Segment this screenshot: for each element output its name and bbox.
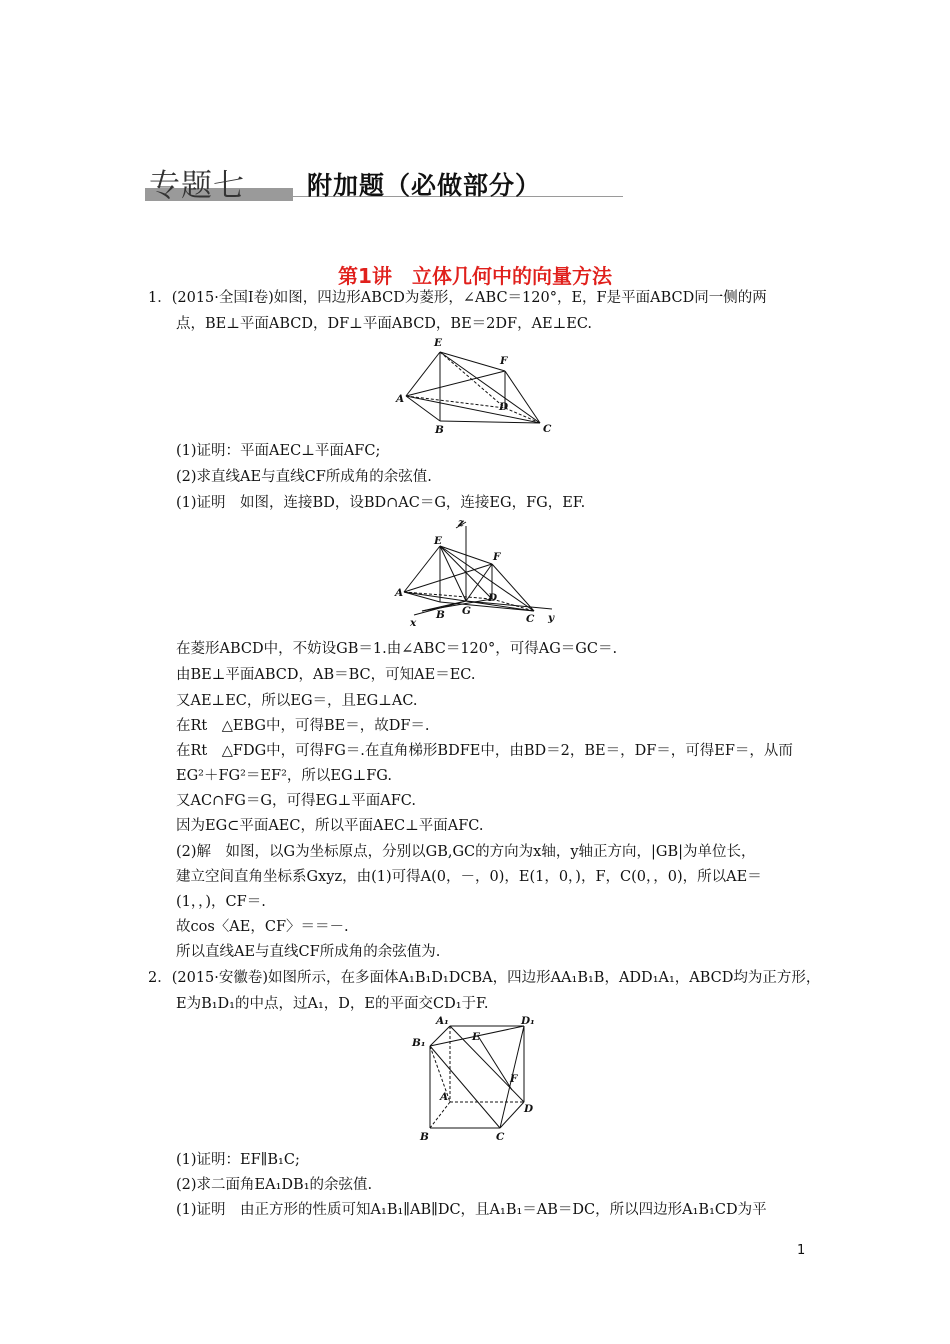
lecture-title: 第1讲 立体几何中的向量方法 — [338, 264, 612, 288]
fig1-label: C — [543, 423, 552, 435]
text-line: 因为EG⊂平面AEC，所以平面AEC⊥平面AFC. — [176, 818, 484, 834]
figure-2-coordinate-pyramid — [392, 514, 562, 628]
chapter-number: 专题七 — [149, 168, 245, 204]
fig3-label: C — [496, 1131, 505, 1143]
fig3-label: F — [510, 1073, 518, 1085]
text-line: EG²＋FG²＝EF²，所以EG⊥FG. — [176, 768, 392, 784]
text-line: (2)求直线AE与直线CF所成角的余弦值. — [176, 469, 432, 485]
fig2-label: B — [436, 609, 445, 621]
text-line: (1)证明：EF∥B₁C; — [176, 1152, 300, 1168]
fig1-label: E — [434, 337, 443, 349]
fig2-label: F — [493, 551, 501, 563]
text-line: (1)证明：平面AEC⊥平面AFC; — [176, 443, 381, 459]
fig3-label: D — [524, 1103, 534, 1115]
fig3-label: A — [440, 1091, 449, 1103]
text-line: (1，，)，CF＝. — [176, 894, 266, 910]
text-line: (2)求二面角EA₁DB₁的余弦值. — [176, 1177, 373, 1193]
figure-1-pyramid — [390, 334, 565, 436]
chapter-title: 附加题（必做部分） — [307, 171, 542, 200]
fig2-label: C — [526, 613, 535, 625]
fig2-label: z — [458, 517, 464, 529]
text-line: 又AC∩FG＝G，可得EG⊥平面AFC. — [176, 793, 416, 809]
fig2-label: y — [548, 612, 555, 624]
text-line: 故cos〈AE，CF〉＝＝－. — [176, 919, 349, 935]
text-line: E为B₁D₁的中点，过A₁，D，E的平面交CD₁于F. — [176, 996, 489, 1012]
fig3-label: D₁ — [521, 1016, 535, 1027]
fig1-label: B — [435, 424, 444, 436]
text-line: 在菱形ABCD中，不妨设GB＝1.由∠ABC＝120°，可得AG＝GC＝. — [176, 641, 618, 657]
text-line: (1)证明 由正方形的性质可知A₁B₁∥AB∥DC，且A₁B₁＝AB＝DC，所以四边形A₁B₁CD为平 — [176, 1202, 767, 1218]
fig2-label: D — [488, 592, 498, 604]
fig3-label: B₁ — [412, 1037, 426, 1049]
text-line: 建立空间直角坐标系Gxyz，由(1)可得A(0，－，0)，E(1，0，)，F，C(0，，0)，所以AE＝ — [176, 869, 762, 885]
text-line: 由BE⊥平面ABCD，AB＝BC，可知AE＝EC. — [176, 667, 476, 683]
text-line: 点，BE⊥平面ABCD，DF⊥平面ABCD，BE＝2DF，AE⊥EC. — [176, 316, 593, 332]
text-line: 在Rt △FDG中，可得FG＝.在直角梯形BDFE中，由BD＝2，BE＝，DF＝，可得EF＝，从而 — [176, 743, 793, 759]
text-line: 又AE⊥EC，所以EG＝，且EG⊥AC. — [176, 693, 418, 709]
fig3-label: A₁ — [436, 1016, 449, 1027]
text-line: 在Rt △EBG中，可得BE＝，故DF＝. — [176, 718, 430, 734]
text-line: (1)证明 如图，连接BD，设BD∩AC＝G，连接EG，FG，EF. — [176, 495, 586, 511]
fig2-label: E — [434, 535, 443, 547]
chapter-header — [145, 160, 625, 208]
fig1-label: A — [396, 393, 405, 405]
fig3-label: B — [420, 1131, 429, 1143]
text-line: (2)解 如图，以G为坐标原点，分别以GB,GC的方向为x轴，y轴正方向，|GB|为单位长， — [176, 844, 756, 860]
fig2-label: x — [410, 617, 417, 628]
text-line: 所以直线AE与直线CF所成角的余弦值为. — [176, 944, 441, 960]
figure-3-polyhedron — [408, 1016, 548, 1144]
page-number: 1 — [797, 1243, 806, 1258]
fig3-label: E — [472, 1031, 481, 1043]
fig1-label: D — [499, 401, 509, 413]
fig1-label: F — [500, 355, 508, 367]
fig2-label: A — [395, 587, 404, 599]
text-line: 2．(2015·安徽卷)如图所示，在多面体A₁B₁D₁DCBA，四边形AA₁B₁B，ADD₁A₁，ABCD均为正方形， — [148, 970, 821, 986]
text-line: 1．(2015·全国Ⅰ卷)如图，四边形ABCD为菱形，∠ABC＝120°，E，F是平面ABCD同一侧的两 — [148, 290, 767, 306]
fig2-label: G — [462, 605, 471, 617]
